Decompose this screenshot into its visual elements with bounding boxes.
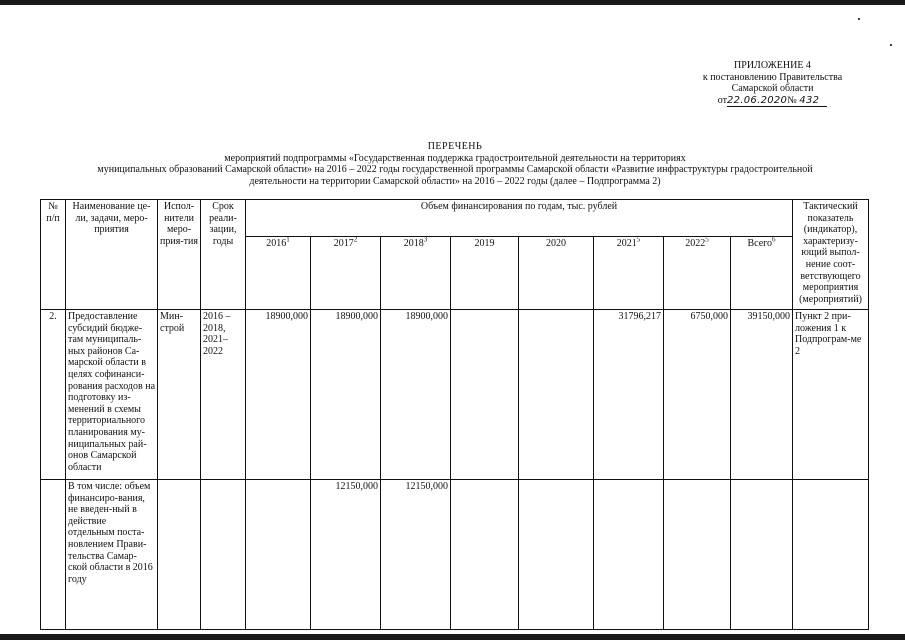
table-header-row bbox=[41, 200, 869, 237]
year-header-2021: 2021$^5$ bbox=[594, 237, 664, 310]
appendix-line-2: к постановлению Правительства bbox=[702, 71, 843, 83]
cell-2021: 31796,217 bbox=[594, 310, 664, 480]
cell-2019 bbox=[451, 310, 519, 480]
cell-2017: 12150,000 bbox=[311, 480, 381, 630]
year-header-2020: 2020 bbox=[519, 237, 594, 310]
appendix-line-3: Самарской области bbox=[731, 83, 814, 94]
table-row bbox=[41, 310, 869, 480]
document-subtitle-line: муниципальных образований Самарской области» на 2016 – 2022 годы государственной программы Самарской области «Развитие инфраструктуры градостроительной bbox=[97, 164, 813, 175]
document-subtitle-line: мероприятий подпрограммы «Государственная поддержка градостроительной деятельности на территориях bbox=[224, 152, 686, 164]
row-num bbox=[41, 480, 66, 630]
header-num: № п/п bbox=[41, 200, 66, 310]
header-indicator: Тактический показатель (индикатор), характеризу-ющий выпол-нение соот-ветствующего мероприятия (мероприятий) bbox=[793, 200, 869, 310]
row-indicator: Пункт 2 при-ложения 1 к Подпрограм-ме 2 bbox=[793, 310, 869, 480]
row-term bbox=[201, 480, 246, 630]
cell-2021 bbox=[594, 480, 664, 630]
row-indicator bbox=[793, 480, 869, 630]
handwritten-date: 22.06.2020 bbox=[726, 94, 788, 106]
row-executor bbox=[158, 480, 201, 630]
number-prefix: № bbox=[787, 94, 797, 106]
cell-2022 bbox=[664, 480, 731, 630]
row-name: Предоставление субсидий бюдже-там муниципаль-ных районов Са-марской области в целях софинанси-рования расходов на подготовку из-менений в схемы территориального планирования му-ниципальных рай-онов Самарской области bbox=[66, 310, 158, 480]
cell-total bbox=[731, 480, 793, 630]
document-title: ПЕРЕЧЕНЬ bbox=[427, 141, 483, 152]
scan-bottom-border bbox=[0, 634, 905, 640]
funding-table bbox=[40, 199, 869, 630]
cell-2016 bbox=[246, 480, 311, 630]
appendix-title: ПРИЛОЖЕНИЕ 4 bbox=[734, 60, 811, 71]
year-header-2022: 2022$^5$ bbox=[664, 237, 731, 310]
document-subtitle-line: деятельности на территории Самарской области» на 2016 – 2022 годы (далее – Подпрограмма 2) bbox=[249, 175, 661, 187]
cell-2016: 18900,000 bbox=[246, 310, 311, 480]
year-header-2019: 2019 bbox=[451, 237, 519, 310]
header-executor: Испол-нители меро-прия-тия bbox=[158, 200, 201, 310]
handwritten-signature-line bbox=[727, 95, 827, 108]
header-funding: Объем финансирования по годам, тыс. рублей bbox=[246, 200, 793, 237]
row-name: В том числе: объем финансиро-вания, не введен-ный в действие отдельным поста-новлением Прави-тельства Самар-ской области в 2016 году bbox=[66, 480, 158, 630]
cell-total: 39150,000 bbox=[731, 310, 793, 480]
cell-2018: 18900,000 bbox=[381, 310, 451, 480]
cell-2018: 12150,000 bbox=[381, 480, 451, 630]
year-header-2017: 2017$^2$ bbox=[311, 237, 381, 310]
cell-2020 bbox=[519, 310, 594, 480]
scan-top-border bbox=[0, 0, 905, 5]
cell-2022: 6750,000 bbox=[664, 310, 731, 480]
cell-2020 bbox=[519, 480, 594, 630]
row-term: 2016 – 2018, 2021– 2022 bbox=[201, 310, 246, 480]
table-row bbox=[41, 480, 869, 630]
header-term: Срок реали-зации, годы bbox=[201, 200, 246, 310]
scan-speck bbox=[890, 44, 892, 46]
row-num: 2. bbox=[41, 310, 66, 480]
cell-2019 bbox=[451, 480, 519, 630]
cell-2017: 18900,000 bbox=[311, 310, 381, 480]
appendix-date-line bbox=[640, 95, 905, 108]
year-header-2016: 2016$^1$ bbox=[246, 237, 311, 310]
document-title-block bbox=[60, 141, 850, 187]
year-header-total: Всего$^6$ bbox=[731, 237, 793, 310]
header-name: Наименование це-ли, задачи, меро-приятия bbox=[66, 200, 158, 310]
year-header-2018: 2018$^3$ bbox=[381, 237, 451, 310]
handwritten-number: 432 bbox=[799, 94, 820, 106]
date-prefix: от bbox=[717, 94, 727, 106]
scan-speck bbox=[858, 18, 860, 20]
appendix-block bbox=[640, 60, 905, 107]
row-executor: Мин-строй bbox=[158, 310, 201, 480]
